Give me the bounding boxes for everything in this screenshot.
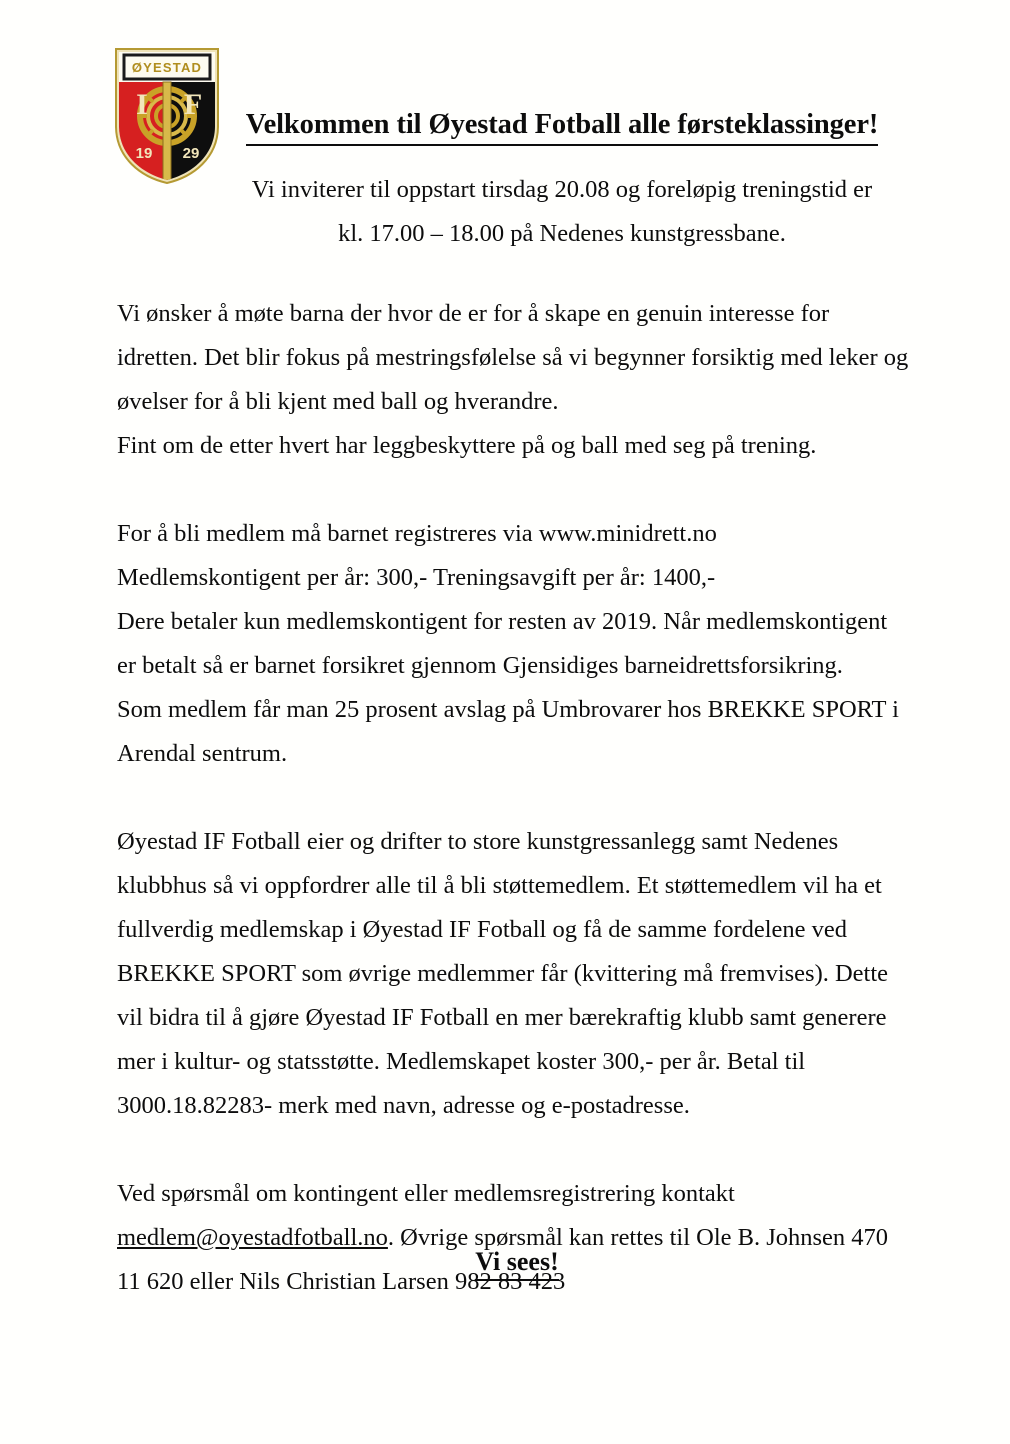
logo-initial-i: I bbox=[136, 88, 148, 121]
body-line: For å bli medlem må barnet registreres via www.minidrett.no bbox=[117, 520, 717, 547]
body-line: Fint om de etter hvert har leggbeskyttere på og ball med seg på trening. bbox=[117, 432, 817, 459]
subtitle-line-1: Vi inviterer til oppstart tirsdag 20.08 og foreløpig treningstid er bbox=[251, 175, 873, 203]
paragraph-contact bbox=[117, 1172, 917, 1304]
paragraph-spacer bbox=[117, 1128, 917, 1172]
body-line: Øyestad IF Fotball eier og drifter to store kunstgressanlegg samt Nedenes bbox=[117, 828, 839, 855]
document-header bbox=[232, 108, 892, 256]
body-line: mer i kultur- og statsstøtte. Medlemskapet koster 300,- per år. Betal til bbox=[117, 1048, 806, 1075]
subtitle bbox=[232, 146, 892, 256]
body-line: 3000.18.82283- merk med navn, adresse og e-postadresse. bbox=[117, 1092, 690, 1119]
body-line: BREKKE SPORT som øvrige medlemmer får (kvittering må fremvises). Dette bbox=[117, 960, 889, 987]
closing-text: Vi sees! bbox=[475, 1248, 559, 1281]
body-line: Vi ønsker å møte barna der hvor de er for å skape en genuin interesse for bbox=[117, 300, 830, 327]
contact-line-1: Ved spørsmål om kontingent eller medlemsregistrering kontakt bbox=[117, 1180, 735, 1207]
body-line: idretten. Det blir fokus på mestringsfølelse så vi begynner forsiktig med leker og bbox=[117, 344, 909, 371]
body-line: vil bidra til å gjøre Øyestad IF Fotball en mer bærekraftig klubb samt generere bbox=[117, 1004, 887, 1031]
body-line: Arendal sentrum. bbox=[117, 740, 288, 767]
subtitle-line-2: kl. 17.00 – 18.00 på Nedenes kunstgressbane. bbox=[338, 219, 786, 247]
body-line: øvelser for å bli kjent med ball og hverandre. bbox=[117, 388, 559, 415]
body-line: er betalt så er barnet forsikret gjennom Gjensidiges barneidrettsforsikring. bbox=[117, 652, 843, 679]
paragraph-membership bbox=[117, 512, 917, 776]
body-line: Dere betaler kun medlemskontigent for resten av 2019. Når medlemskontigent bbox=[117, 608, 888, 635]
logo-year-29: 29 bbox=[182, 145, 200, 162]
body-line: klubbhus så vi oppfordrer alle til å bli støttemedlem. Et støttemedlem vil ha et bbox=[117, 872, 882, 899]
logo-year-19: 19 bbox=[135, 145, 153, 162]
paragraph-spacer bbox=[117, 468, 917, 512]
body-line: Medlemskontigent per år: 300,- Treningsavgift per år: 1400,- bbox=[117, 564, 716, 591]
contact-line-3: 11 620 eller Nils Christian Larsen 982 83 423 bbox=[117, 1268, 566, 1295]
paragraph-supporting-member bbox=[117, 820, 917, 1128]
club-logo bbox=[113, 46, 221, 184]
paragraph-intro bbox=[117, 292, 917, 468]
body-line: Som medlem får man 25 prosent avslag på Umbrovarer hos BREKKE SPORT i bbox=[117, 696, 899, 723]
body-line: fullverdig medlemskap i Øyestad IF Fotball og få de samme fordelene ved bbox=[117, 916, 848, 943]
document-body bbox=[117, 292, 917, 1304]
closing-block bbox=[117, 1248, 917, 1281]
contact-email-link[interactable]: medlem@oyestadfotball.no bbox=[117, 1224, 388, 1251]
logo-banner-text: ØYESTAD bbox=[131, 60, 203, 75]
contact-line-2-rest: . Øvrige spørsmål kan rettes til Ole B. Johnsen 470 bbox=[387, 1224, 889, 1251]
paragraph-spacer bbox=[117, 776, 917, 820]
page-title: Velkommen til Øyestad Fotball alle førsteklassinger! bbox=[246, 108, 879, 146]
logo-initial-f: F bbox=[183, 88, 203, 121]
